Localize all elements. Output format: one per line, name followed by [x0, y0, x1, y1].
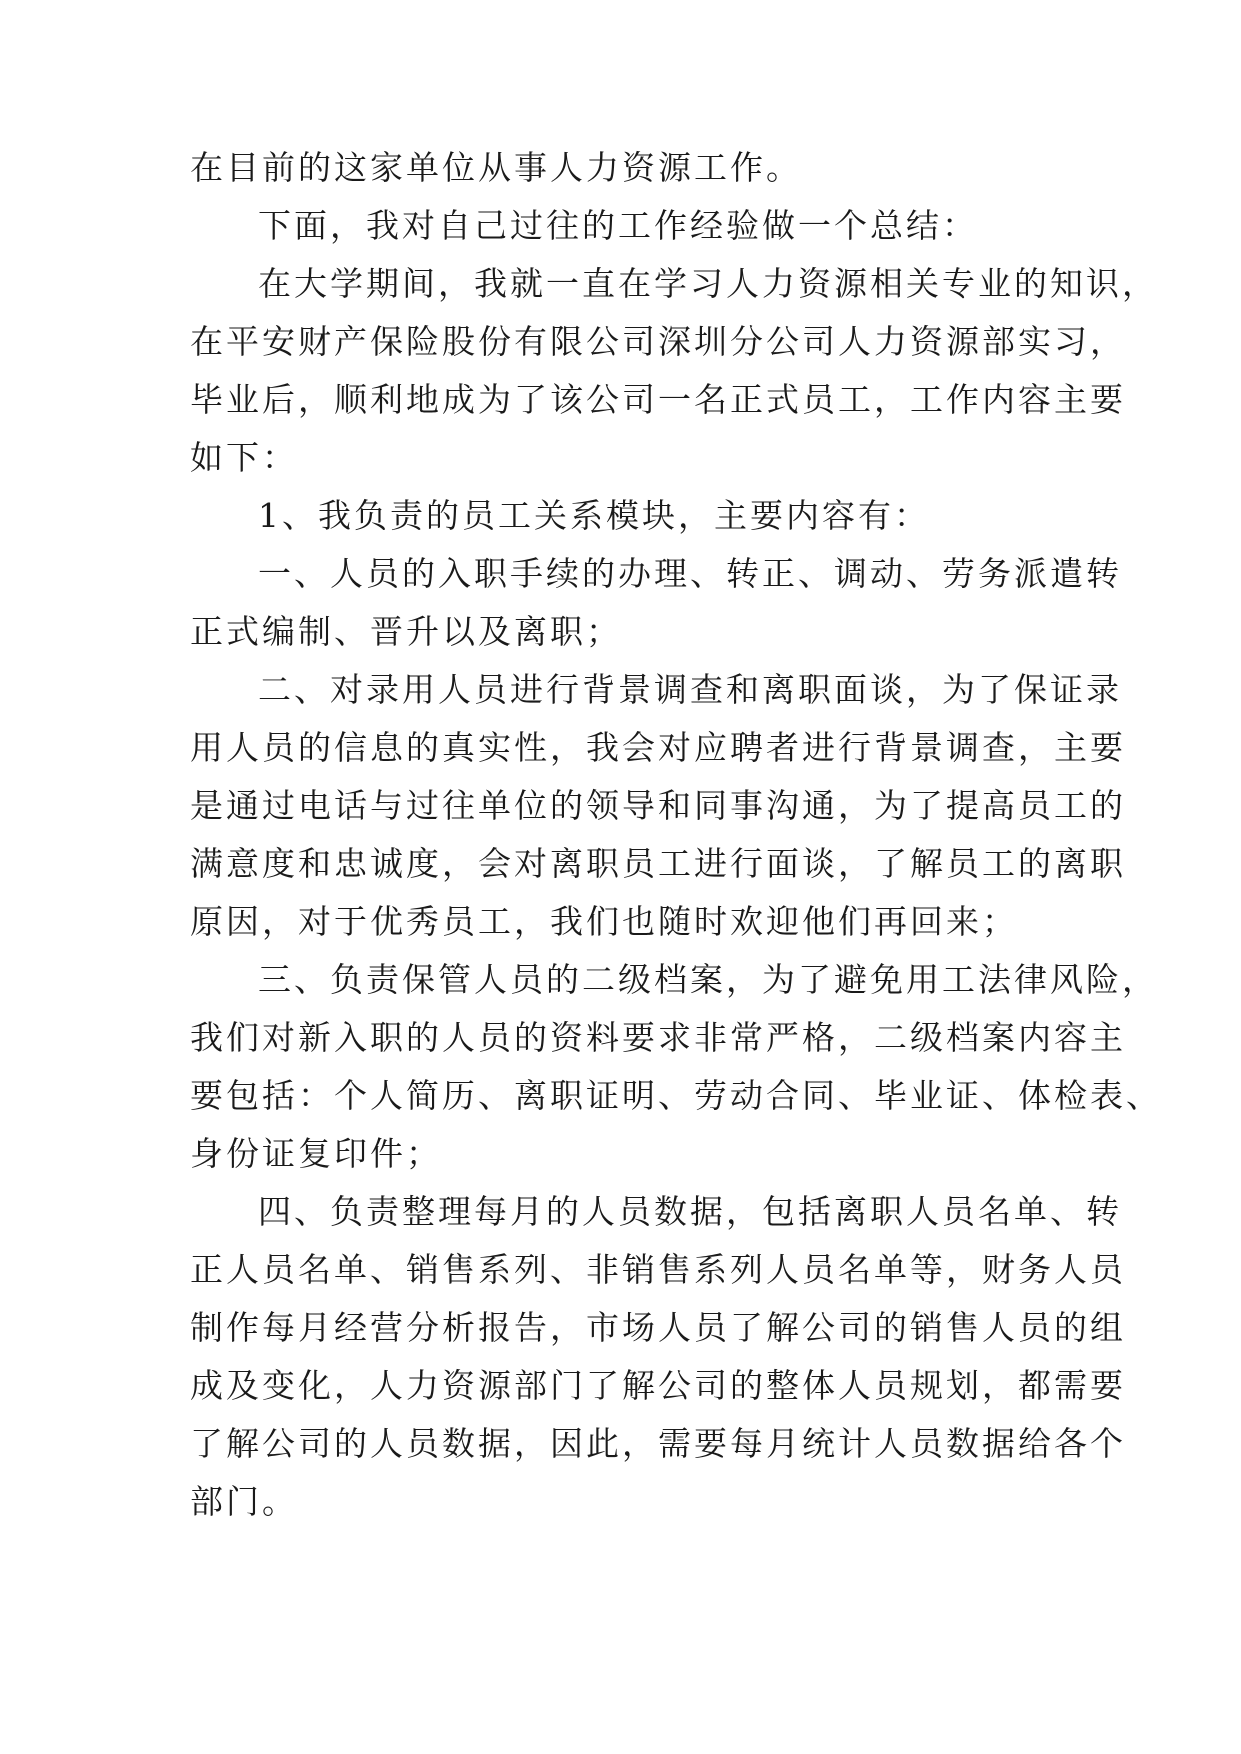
text-line: 一、人员的入职手续的办理、转正、调动、劳务派遣转 — [258, 554, 1122, 593]
text-line: 在大学期间，我就一直在学习人力资源相关专业的知识， — [258, 264, 1158, 303]
text-line: 在目前的这家单位从事人力资源工作。 — [190, 148, 802, 187]
text-line: 二、对录用人员进行背景调查和离职面谈，为了保证录 — [258, 670, 1122, 709]
text-line: 要包括：个人简历、离职证明、劳动合同、毕业证、体检表、 — [190, 1076, 1162, 1115]
text-line: 毕业后，顺利地成为了该公司一名正式员工，工作内容主要 — [190, 380, 1126, 419]
text-line: 三、负责保管人员的二级档案，为了避免用工法律风险， — [258, 960, 1158, 999]
text-line: 成及变化，人力资源部门了解公司的整体人员规划，都需要 — [190, 1366, 1126, 1405]
text-line: 满意度和忠诚度，会对离职员工进行面谈，了解员工的离职 — [190, 844, 1126, 883]
text-line: 原因，对于优秀员工，我们也随时欢迎他们再回来； — [190, 902, 1018, 941]
text-line: 正人员名单、销售系列、非销售系列人员名单等，财务人员 — [190, 1250, 1126, 1289]
text-line: 用人员的信息的真实性，我会对应聘者进行背景调查，主要 — [190, 728, 1126, 767]
text-line: 制作每月经营分析报告，市场人员了解公司的销售人员的组 — [190, 1308, 1126, 1347]
text-line: 是通过电话与过往单位的领导和同事沟通，为了提高员工的 — [190, 786, 1126, 825]
text-line: 正式编制、晋升以及离职； — [190, 612, 622, 651]
text-line: 四、负责整理每月的人员数据，包括离职人员名单、转 — [258, 1192, 1122, 1231]
text-line: 如下： — [190, 438, 298, 477]
text-line: 身份证复印件； — [190, 1134, 442, 1173]
text-line: 1、我负责的员工关系模块，主要内容有： — [258, 496, 930, 535]
text-line: 部门。 — [190, 1482, 298, 1521]
text-line: 下面，我对自己过往的工作经验做一个总结： — [258, 206, 978, 245]
text-line: 在平安财产保险股份有限公司深圳分公司人力资源部实习， — [190, 322, 1126, 361]
text-line: 了解公司的人员数据，因此，需要每月统计人员数据给各个 — [190, 1424, 1126, 1463]
text-line: 我们对新入职的人员的资料要求非常严格，二级档案内容主 — [190, 1018, 1126, 1057]
